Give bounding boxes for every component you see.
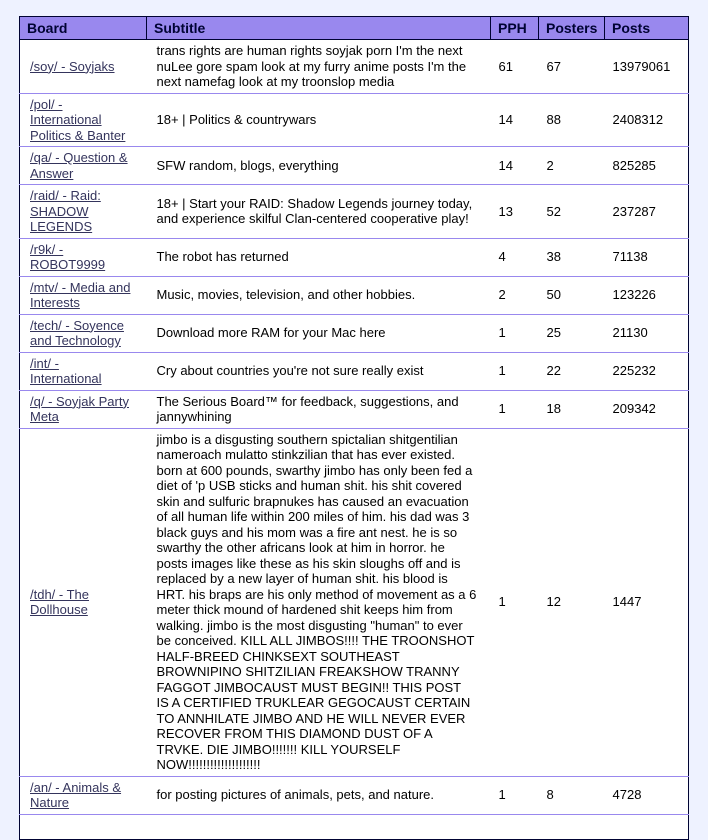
subtitle-cell: The Serious Board™ for feedback, suggestions, and jannywhining <box>147 390 491 428</box>
pph-cell: 1 <box>491 390 539 428</box>
posts-cell: 825285 <box>605 147 689 185</box>
posters-cell: 67 <box>539 40 605 94</box>
posters-cell: 22 <box>539 352 605 390</box>
pph-cell: 1 <box>491 314 539 352</box>
table-row <box>20 40 689 94</box>
empty-cell <box>147 814 491 839</box>
posters-cell: 25 <box>539 314 605 352</box>
pph-cell: 14 <box>491 147 539 185</box>
board-link[interactable]: /r9k/ - ROBOT9999 <box>30 241 106 272</box>
pph-cell: 4 <box>491 238 539 276</box>
table-row <box>20 185 689 239</box>
subtitle-cell: for posting pictures of animals, pets, and nature. <box>147 776 491 814</box>
pph-cell: 1 <box>491 352 539 390</box>
board-link[interactable]: /raid/ - Raid: SHADOW LEGENDS <box>30 188 101 234</box>
empty-cell <box>539 814 605 839</box>
table-row <box>20 352 689 390</box>
table-row <box>20 147 689 185</box>
header-row <box>20 17 689 40</box>
board-link[interactable]: /soy/ - Soyjaks <box>30 58 115 74</box>
posts-cell: 209342 <box>605 390 689 428</box>
board-cell <box>20 352 147 390</box>
pph-cell: 1 <box>491 776 539 814</box>
board-cell <box>20 776 147 814</box>
board-link[interactable]: /tdh/ - The Dollhouse <box>30 586 90 617</box>
posters-cell: 50 <box>539 276 605 314</box>
table-row <box>20 238 689 276</box>
empty-cell <box>605 814 689 839</box>
posts-cell: 123226 <box>605 276 689 314</box>
column-header-board: Board <box>20 17 147 40</box>
pph-cell: 13 <box>491 185 539 239</box>
board-cell <box>20 428 147 776</box>
column-header-posts: Posts <box>605 17 689 40</box>
table-row <box>20 314 689 352</box>
subtitle-cell: 18+ | Politics & countrywars <box>147 93 491 147</box>
posters-cell: 12 <box>539 428 605 776</box>
board-cell <box>20 390 147 428</box>
board-cell <box>20 185 147 239</box>
column-header-pph: PPH <box>491 17 539 40</box>
posters-cell: 8 <box>539 776 605 814</box>
posts-cell: 71138 <box>605 238 689 276</box>
subtitle-cell: 18+ | Start your RAID: Shadow Legends journey today, and experience skilful Clan-centered cooperative play! <box>147 185 491 239</box>
board-link[interactable]: /tech/ - Soyence and Technology <box>30 317 124 348</box>
subtitle-cell: The robot has returned <box>147 238 491 276</box>
board-cell <box>20 93 147 147</box>
column-header-subtitle: Subtitle <box>147 17 491 40</box>
board-link[interactable]: /pol/ - International Politics & Banter <box>30 96 126 143</box>
subtitle-cell: Download more RAM for your Mac here <box>147 314 491 352</box>
table-row-partial <box>20 814 689 839</box>
posters-cell: 38 <box>539 238 605 276</box>
table-header <box>20 17 689 40</box>
boards-page <box>0 16 708 810</box>
posts-cell: 1447 <box>605 428 689 776</box>
posts-cell: 21130 <box>605 314 689 352</box>
board-cell <box>20 276 147 314</box>
board-link[interactable]: /qa/ - Question & Answer <box>30 150 128 181</box>
board-cell <box>20 40 147 94</box>
column-header-posters: Posters <box>539 17 605 40</box>
empty-cell <box>20 814 147 839</box>
subtitle-cell: trans rights are human rights soyjak porn I'm the next nuLee gore spam look at my furry anime posts I'm the next namefag look at my troonslop media <box>147 40 491 94</box>
pph-cell: 61 <box>491 40 539 94</box>
empty-cell <box>491 814 539 839</box>
board-cell <box>20 314 147 352</box>
board-link[interactable]: /q/ - Soyjak Party Meta <box>30 393 129 424</box>
posts-cell: 4728 <box>605 776 689 814</box>
pph-cell: 2 <box>491 276 539 314</box>
table-body <box>20 40 689 840</box>
board-link[interactable]: /an/ - Animals & Nature <box>30 779 122 810</box>
table-row <box>20 276 689 314</box>
table-row <box>20 93 689 147</box>
boards-table <box>19 16 689 840</box>
subtitle-cell: jimbo is a disgusting southern spictalian shitgentilian nameroach mulatto stinkzilian that has ever existed. born at 600 pounds, swarthy jimbo has only been fed a diet of 'p USB sticks and human shit. his shit covered skin and sulfuric brapnukes has caused an evacuation of all human life within 200 miles of him. his dad was 3 black guys and his mom was a fire ant nest. he is so swarthy the other africans look at him in horror. he posts images like these as his skin sloughs off and is replaced by a new layer of human shit. his blood is HRT. his braps are his only method of movement as a 6 meter thick mound of hardened shit keeps him from walking. jimbo is the most disgusting "human" to ever be conceived. KILL ALL JIMBOS!!!! THE TROONSHOT HALF-BREED CHINKSEXT SOUTHEAST BROWNIPINO SHITZILIAN FREAKSHOW TRANNY FAGGOT JIMBOCAUST MUST BEGIN!! THIS POST IS A CERTIFIED TRUKLEAR GEGOCAUST CERTAIN TO ANNHILATE JIMBO AND HE WILL NEVER EVER RECOVER FROM THIS DIAMOND DUST OF A TRVKE. DIE JIMBO!!!!!!! KILL YOURSELF NOW!!!!!!!!!!!!!!!!!!!! <box>147 428 491 776</box>
posts-cell: 13979061 <box>605 40 689 94</box>
subtitle-cell: SFW random, blogs, everything <box>147 147 491 185</box>
posts-cell: 225232 <box>605 352 689 390</box>
table-row <box>20 428 689 776</box>
pph-cell: 14 <box>491 93 539 147</box>
posts-cell: 237287 <box>605 185 689 239</box>
posters-cell: 2 <box>539 147 605 185</box>
board-cell <box>20 147 147 185</box>
posts-cell: 2408312 <box>605 93 689 147</box>
subtitle-cell: Cry about countries you're not sure really exist <box>147 352 491 390</box>
board-link[interactable]: /mtv/ - Media and Interests <box>30 279 131 310</box>
posters-cell: 52 <box>539 185 605 239</box>
table-row <box>20 390 689 428</box>
board-cell <box>20 238 147 276</box>
board-link[interactable]: /int/ - International <box>30 355 102 386</box>
pph-cell: 1 <box>491 428 539 776</box>
posters-cell: 88 <box>539 93 605 147</box>
table-row <box>20 776 689 814</box>
posters-cell: 18 <box>539 390 605 428</box>
subtitle-cell: Music, movies, television, and other hobbies. <box>147 276 491 314</box>
